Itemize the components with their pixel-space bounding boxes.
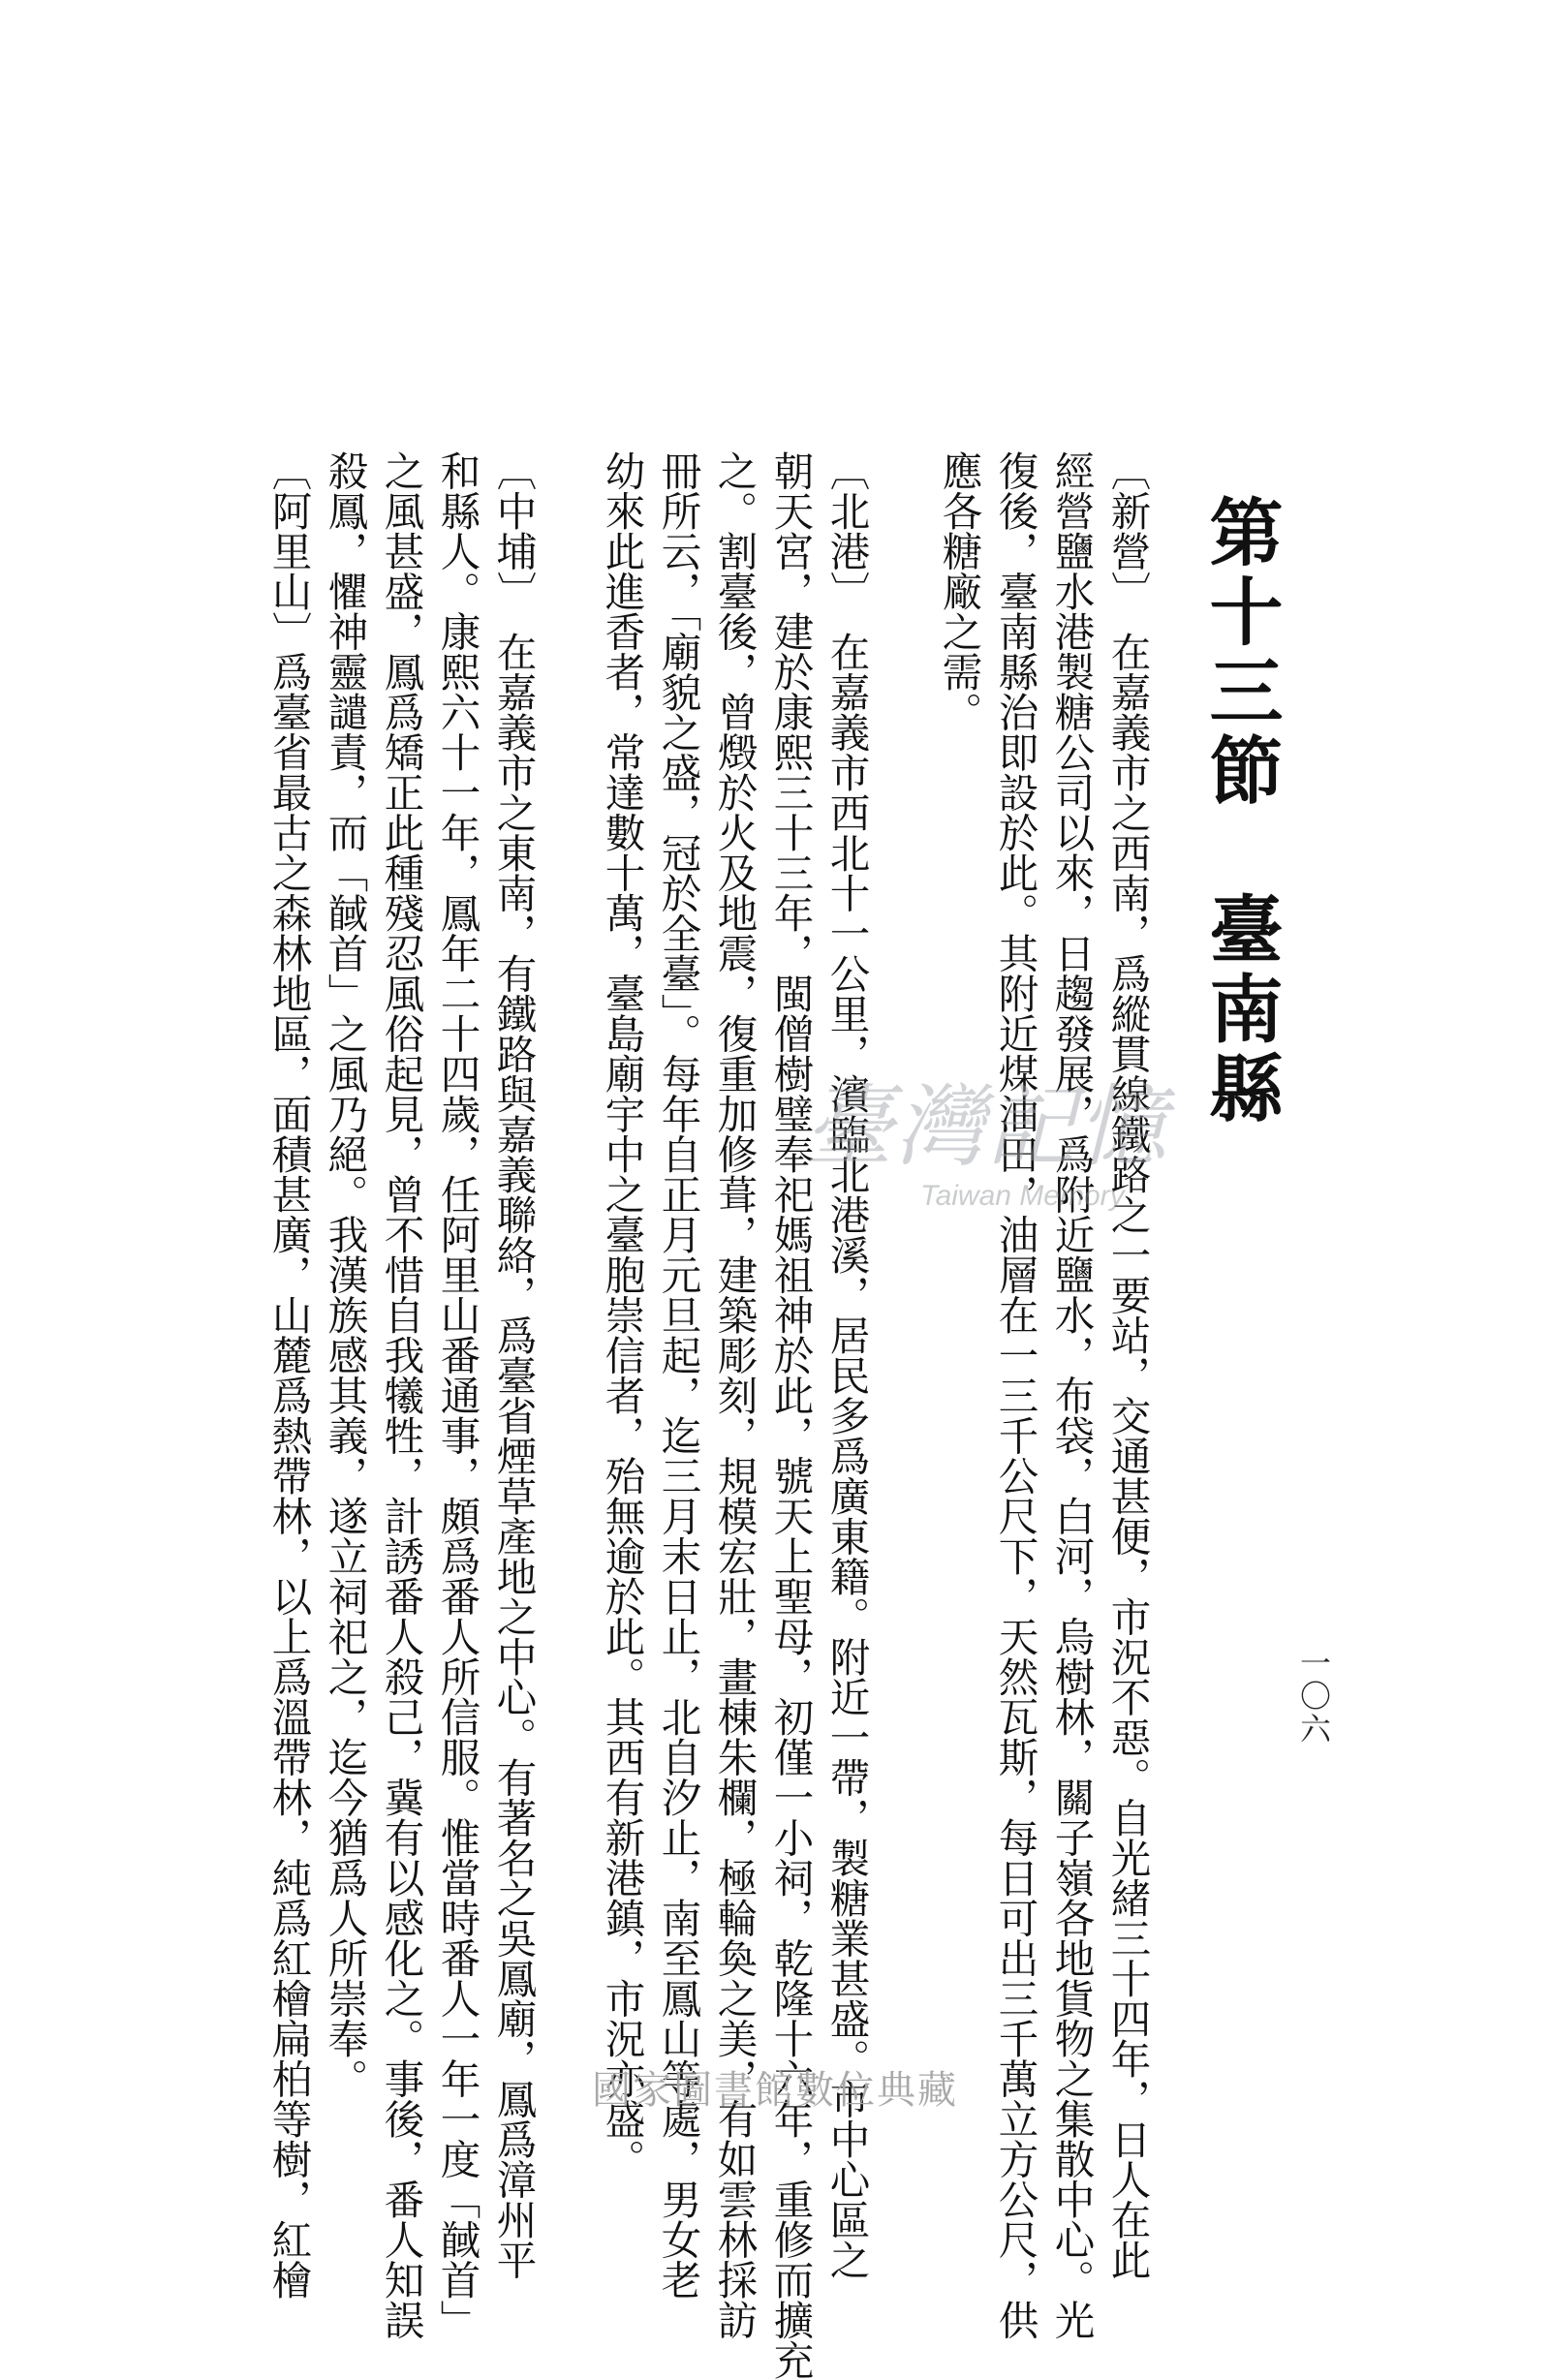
page-title: 第十三節 臺南縣 bbox=[1197, 494, 1284, 1129]
watermark-cn-text: 臺灣記憶 bbox=[804, 1075, 1169, 1179]
body-column-13: 之風甚盛，鳳爲矯正此種殘忍風俗起見，曾不惜自我犧牲，計誘番人殺己，冀有以感化之。事後，番人知誤 bbox=[377, 450, 425, 2340]
body-column-9: 冊所云，「廟貌之盛，冠於全臺」。每年自正月元旦起，迄三月末日止，北自汐止，南至鳳山等處，男女老 bbox=[654, 450, 702, 2300]
body-column-3: 復後，臺南縣治即設於此。其附近煤油田，油層在一三千公尺下，天然瓦斯，每日可出三千萬立方公尺，供 bbox=[991, 450, 1039, 2340]
watermark-en-text: Taiwan Memory bbox=[920, 1180, 1125, 1212]
body-column-14: 殺鳳，懼神靈譴責，而「馘首」之風乃絕。我漢族感其義，遂立祠祀之，迄今猶爲人所崇奉。 bbox=[321, 450, 369, 2099]
body-column-2: 經營鹽水港製糖公司以來，日趨發展，爲附近鹽水，布袋，白河，烏樹林，關子嶺各地貨物之集散中心。光 bbox=[1047, 450, 1096, 2340]
body-column-6: 〔北港〕 在嘉義市西北十一公里，濱臨北港溪，居民多爲廣東籍。附近一帶，製糖業甚盛。市中心區之 bbox=[822, 450, 871, 2280]
body-column-8: 之。割臺後，曾燬於火及地震，復重加修葺，建築彫刻，規模宏壯，畫棟朱欄，極輪奐之美，有如雲林採訪 bbox=[710, 450, 759, 2340]
body-column-11: 〔中埔〕 在嘉義市之東南，有鐵路與嘉義聯絡，爲臺省煙草產地之中心。有著名之吳鳳廟，鳳爲漳州平 bbox=[489, 450, 538, 2280]
body-column-1: 〔新營〕 在嘉義市之西南，爲縱貫線鐵路之一要站，交通甚便，市況不惡。自光緒三十四年，日人在此 bbox=[1103, 450, 1152, 2280]
footer-library-credit: 國家圖書館數位典藏 bbox=[592, 2068, 958, 2113]
body-column-7: 朝天宮，建於康熙三十三年，閩僧樹璧奉祀媽祖神於此，號天上聖母，初僅一小祠，乾隆十六年，重修而擴充 bbox=[766, 450, 815, 2380]
body-column-15: 〔阿里山〕爲臺省最古之森林地區，面積甚廣，山麓爲熱帶林，以上爲溫帶林，純爲紅檜扁柏等樹，紅檜 bbox=[264, 450, 313, 2300]
body-column-12: 和縣人。康熙六十一年，鳳年二十四歲，任阿里山番通事，頗爲番人所信服。惟當時番人一年一度「馘首」 bbox=[433, 450, 481, 2340]
body-column-4: 應各糖廠之需。 bbox=[935, 450, 983, 732]
body-column-10: 幼來此進香者，常達數十萬，臺島廟宇中之臺胞崇信者，殆無逾於此。其西有新港鎮，市況亦盛。 bbox=[598, 450, 646, 2179]
page-number: 一〇六 bbox=[1295, 1647, 1332, 1746]
